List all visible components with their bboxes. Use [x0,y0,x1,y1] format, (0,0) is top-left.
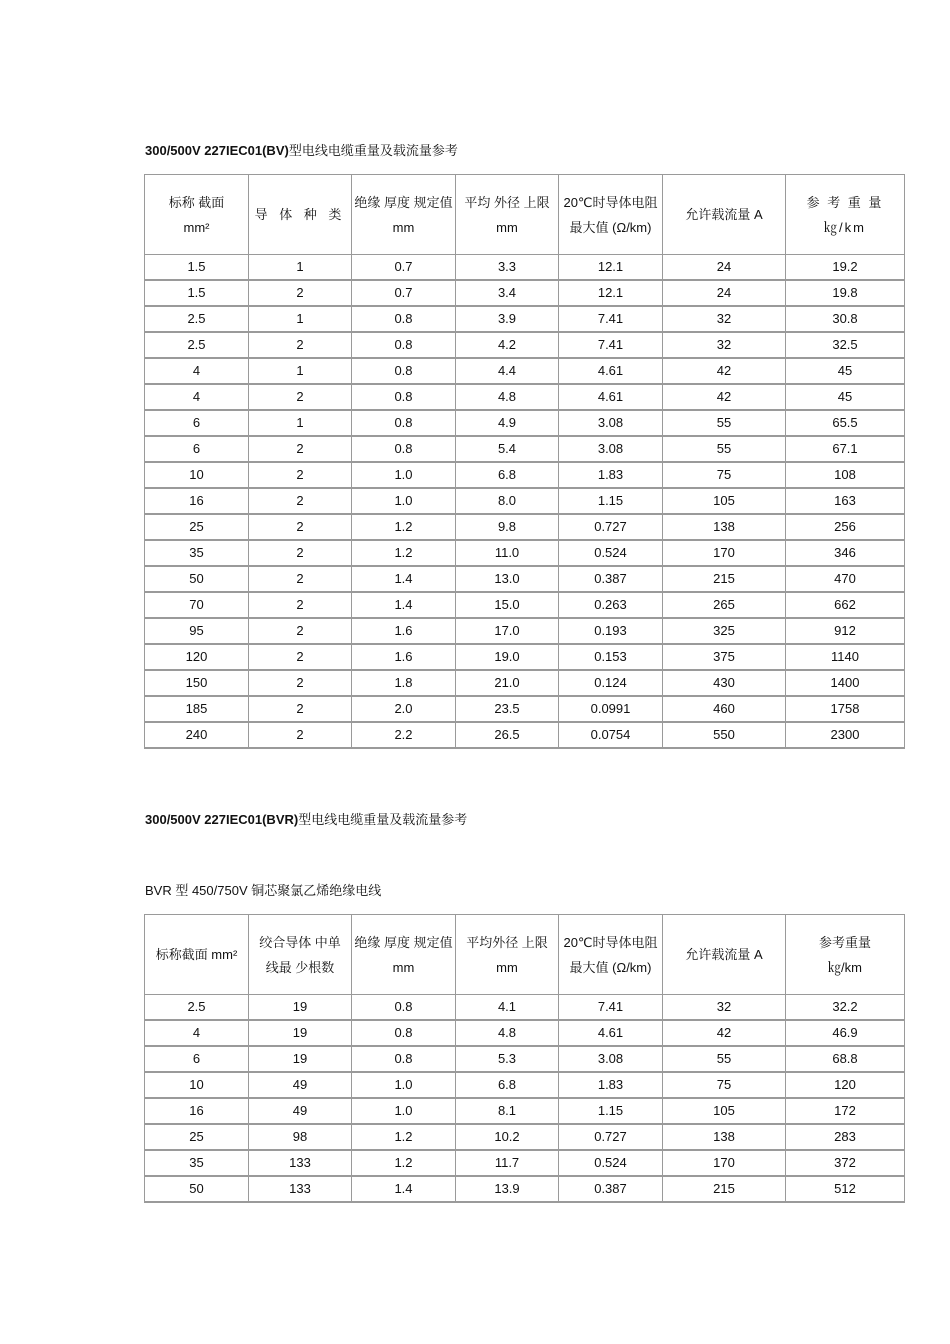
table-cell: 2 [249,514,352,540]
table-cell: 138 [663,514,786,540]
table-cell: 8.0 [456,488,559,514]
col-header-cross-section: 标称截面 mm² [145,915,249,995]
table-cell: 2 [249,722,352,748]
col-header-conductor-type: 导 体 种 类 [249,175,352,255]
table-cell: 2 [249,488,352,514]
table-cell: 32.2 [786,995,905,1021]
table-cell: 6 [145,436,249,462]
table-cell: 11.0 [456,540,559,566]
table-row [145,280,905,306]
table-row [145,1150,905,1176]
table-cell: 1400 [786,670,905,696]
table-cell: 0.193 [559,618,663,644]
table-row [145,332,905,358]
table-cell: 17.0 [456,618,559,644]
table-cell: 50 [145,1176,249,1202]
col-header-outer-diameter: 平均 外径 上限 mm [456,175,559,255]
table-row [145,618,905,644]
table-cell: 3.08 [559,436,663,462]
table-cell: 1140 [786,644,905,670]
table-cell: 6.8 [456,462,559,488]
table-cell: 45 [786,384,905,410]
table-row [145,436,905,462]
table-cell: 133 [249,1150,352,1176]
table-cell: 10 [145,462,249,488]
table-cell: 372 [786,1150,905,1176]
table-cell: 2.0 [352,696,456,722]
table-row [145,306,905,332]
section1-title [145,140,458,159]
table-cell: 0.8 [352,332,456,358]
table-cell: 49 [249,1072,352,1098]
section2-title [145,809,467,828]
table-cell: 50 [145,566,249,592]
table-cell: 2 [249,592,352,618]
table-cell: 3.9 [456,306,559,332]
table-cell: 0.387 [559,566,663,592]
table-cell: 120 [145,644,249,670]
table-cell: 4 [145,384,249,410]
table-cell: 19 [249,1046,352,1072]
table-cell: 30.8 [786,306,905,332]
table-cell: 283 [786,1124,905,1150]
table-cell: 12.1 [559,280,663,306]
table-cell: 662 [786,592,905,618]
table-cell: 16 [145,1098,249,1124]
table-cell: 138 [663,1124,786,1150]
table-cell: 108 [786,462,905,488]
table-cell: 42 [663,384,786,410]
table-cell: 23.5 [456,696,559,722]
table-cell: 215 [663,1176,786,1202]
table-cell: 0.727 [559,1124,663,1150]
table-cell: 2 [249,566,352,592]
table-cell: 1.6 [352,644,456,670]
table-cell: 2 [249,436,352,462]
table-cell: 1.0 [352,1098,456,1124]
table-cell: 10 [145,1072,249,1098]
table-cell: 1 [249,410,352,436]
table-cell: 46.9 [786,1020,905,1046]
table-row [145,1072,905,1098]
col-header-weight: 参 考 重 量 ㎏/km [786,175,905,255]
col-header-current: 允许载流量 A [663,915,786,995]
table-cell: 215 [663,566,786,592]
table-row [145,255,905,281]
table-cell: 912 [786,618,905,644]
table-cell: 32 [663,306,786,332]
table-cell: 0.7 [352,255,456,281]
table-row [145,462,905,488]
table-cell: 2 [249,696,352,722]
table-cell: 25 [145,514,249,540]
table-row [145,670,905,696]
table-row [145,644,905,670]
table-cell: 3.08 [559,410,663,436]
table-cell: 0.8 [352,1020,456,1046]
table-cell: 1.83 [559,1072,663,1098]
table-cell: 0.8 [352,1046,456,1072]
table-cell: 1.4 [352,592,456,618]
table-row [145,696,905,722]
bv-table-body [145,255,905,749]
table-cell: 7.41 [559,995,663,1021]
table-cell: 2 [249,332,352,358]
table-cell: 0.0754 [559,722,663,748]
table-cell: 2 [249,618,352,644]
col-header-cross-section: 标称 截面 mm² [145,175,249,255]
table-cell: 1758 [786,696,905,722]
table-cell: 15.0 [456,592,559,618]
table-cell: 150 [145,670,249,696]
table-cell: 325 [663,618,786,644]
table-cell: 0.387 [559,1176,663,1202]
table-cell: 0.0991 [559,696,663,722]
table-cell: 55 [663,1046,786,1072]
table-cell: 0.153 [559,644,663,670]
table-cell: 0.8 [352,358,456,384]
table-cell: 470 [786,566,905,592]
table-row [145,514,905,540]
table-cell: 3.08 [559,1046,663,1072]
table-row [145,488,905,514]
table-cell: 3.3 [456,255,559,281]
table-cell: 2.5 [145,306,249,332]
table-cell: 4.8 [456,1020,559,1046]
table-row [145,592,905,618]
bvr-table-body [145,995,905,1203]
bvr-table [144,914,905,1203]
table-cell: 0.263 [559,592,663,618]
table-cell: 2 [249,462,352,488]
table-cell: 4.61 [559,1020,663,1046]
table-cell: 1.6 [352,618,456,644]
table-cell: 2 [249,384,352,410]
table-cell: 460 [663,696,786,722]
table-cell: 4.8 [456,384,559,410]
table-header-row [145,915,905,995]
table-header-row [145,175,905,255]
table-cell: 185 [145,696,249,722]
table-cell: 65.5 [786,410,905,436]
table-cell: 0.8 [352,436,456,462]
table-cell: 2.5 [145,995,249,1021]
table-cell: 7.41 [559,306,663,332]
table-cell: 42 [663,1020,786,1046]
table-cell: 1.2 [352,540,456,566]
table-row [145,384,905,410]
table-cell: 4.61 [559,358,663,384]
table-cell: 32 [663,995,786,1021]
table-cell: 1.4 [352,1176,456,1202]
table-cell: 19.8 [786,280,905,306]
table-cell: 1.5 [145,280,249,306]
col-header-outer-diameter: 平均外径 上限 mm [456,915,559,995]
table-cell: 133 [249,1176,352,1202]
table-cell: 13.0 [456,566,559,592]
table-cell: 512 [786,1176,905,1202]
table-cell: 430 [663,670,786,696]
table-cell: 32 [663,332,786,358]
table-cell: 7.41 [559,332,663,358]
section2-title-bold: 300/500V 227IEC01(BVR) [145,812,299,827]
table-cell: 1.2 [352,1124,456,1150]
table-cell: 4 [145,1020,249,1046]
table-row [145,540,905,566]
table-cell: 6 [145,1046,249,1072]
table-cell: 4.61 [559,384,663,410]
table-cell: 19.0 [456,644,559,670]
table-cell: 11.7 [456,1150,559,1176]
table-row [145,1020,905,1046]
table-cell: 1 [249,255,352,281]
table-cell: 5.4 [456,436,559,462]
table-cell: 1.2 [352,1150,456,1176]
table-cell: 6.8 [456,1072,559,1098]
table-cell: 25 [145,1124,249,1150]
table-cell: 170 [663,540,786,566]
table-row [145,1046,905,1072]
table-cell: 1.0 [352,462,456,488]
table-cell: 45 [786,358,905,384]
table-cell: 1.4 [352,566,456,592]
table-row [145,1098,905,1124]
table-cell: 0.8 [352,410,456,436]
col-header-weight: 参考重量 ㎏/km [786,915,905,995]
table-cell: 4.9 [456,410,559,436]
table-cell: 0.8 [352,306,456,332]
table-cell: 35 [145,540,249,566]
table-cell: 32.5 [786,332,905,358]
col-header-insulation-thickness: 绝缘 厚度 规定值 mm [352,175,456,255]
bv-table [144,174,905,749]
table-row [145,1124,905,1150]
table-cell: 2300 [786,722,905,748]
table-cell: 24 [663,255,786,281]
table-cell: 1 [249,306,352,332]
table-cell: 5.3 [456,1046,559,1072]
table-cell: 120 [786,1072,905,1098]
table-cell: 105 [663,488,786,514]
table-cell: 3.4 [456,280,559,306]
table-cell: 0.524 [559,1150,663,1176]
table-cell: 1.2 [352,514,456,540]
table-cell: 550 [663,722,786,748]
table-cell: 240 [145,722,249,748]
table-cell: 256 [786,514,905,540]
table-cell: 67.1 [786,436,905,462]
table-cell: 0.124 [559,670,663,696]
table-cell: 16 [145,488,249,514]
table-cell: 49 [249,1098,352,1124]
table-cell: 1.0 [352,488,456,514]
table-cell: 68.8 [786,1046,905,1072]
table-cell: 346 [786,540,905,566]
table-cell: 1.15 [559,1098,663,1124]
section2-title-rest: 型电线电缆重量及载流量参考 [298,812,468,827]
section1-title-rest: 型电线电缆重量及载流量参考 [288,143,458,158]
table-cell: 2 [249,670,352,696]
table-cell: 1.5 [145,255,249,281]
col-header-current: 允许载流量 A [663,175,786,255]
table-cell: 0.8 [352,995,456,1021]
table-cell: 1.15 [559,488,663,514]
table-cell: 21.0 [456,670,559,696]
table-cell: 24 [663,280,786,306]
table-cell: 2.5 [145,332,249,358]
col-header-strand-count: 绞合导体 中单线最 少根数 [249,915,352,995]
table-cell: 55 [663,436,786,462]
table-cell: 2 [249,644,352,670]
table-cell: 35 [145,1150,249,1176]
table-cell: 2 [249,540,352,566]
table-cell: 0.7 [352,280,456,306]
col-header-resistance: 20℃时导体电阻最大值 (Ω/km) [559,175,663,255]
table-cell: 98 [249,1124,352,1150]
table-row [145,722,905,748]
table-cell: 4.1 [456,995,559,1021]
table-cell: 172 [786,1098,905,1124]
table-cell: 0.8 [352,384,456,410]
table-cell: 2 [249,280,352,306]
table-cell: 105 [663,1098,786,1124]
table-row [145,1176,905,1202]
table-cell: 1.0 [352,1072,456,1098]
table-row [145,410,905,436]
table-cell: 4.4 [456,358,559,384]
table-cell: 12.1 [559,255,663,281]
table-row [145,358,905,384]
table-cell: 163 [786,488,905,514]
table-cell: 26.5 [456,722,559,748]
col-header-insulation-thickness: 绝缘 厚度 规定值 mm [352,915,456,995]
table-cell: 6 [145,410,249,436]
table-cell: 75 [663,462,786,488]
table-cell: 2.2 [352,722,456,748]
table-row [145,995,905,1021]
table-cell: 1.83 [559,462,663,488]
table-cell: 10.2 [456,1124,559,1150]
table-cell: 9.8 [456,514,559,540]
table-cell: 375 [663,644,786,670]
table-cell: 42 [663,358,786,384]
table-cell: 70 [145,592,249,618]
table-cell: 13.9 [456,1176,559,1202]
table-cell: 55 [663,410,786,436]
section2-subtitle: BVR 型 450/750V 铜芯聚氯乙烯绝缘电线 [145,883,382,898]
section1-title-bold: 300/500V 227IEC01(BV) [145,143,289,158]
table-cell: 0.524 [559,540,663,566]
col-header-resistance: 20℃时导体电阻最大值 (Ω/km) [559,915,663,995]
table-cell: 4 [145,358,249,384]
table-cell: 0.727 [559,514,663,540]
table-cell: 1.8 [352,670,456,696]
table-cell: 1 [249,358,352,384]
table-cell: 95 [145,618,249,644]
table-cell: 19 [249,995,352,1021]
table-cell: 4.2 [456,332,559,358]
table-cell: 19.2 [786,255,905,281]
table-cell: 265 [663,592,786,618]
table-cell: 8.1 [456,1098,559,1124]
table-cell: 75 [663,1072,786,1098]
table-row [145,566,905,592]
table-cell: 19 [249,1020,352,1046]
table-cell: 170 [663,1150,786,1176]
